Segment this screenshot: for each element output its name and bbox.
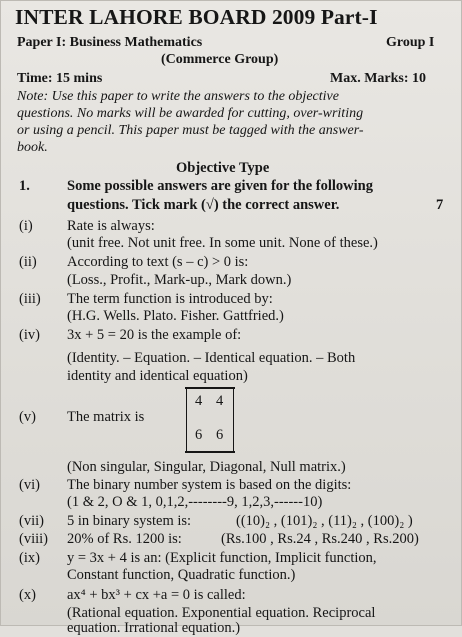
item-question: 3x + 5 = 20 is the example of:: [67, 327, 242, 343]
commerce-group-label: (Commerce Group): [161, 52, 279, 67]
note-line-2: questions. No marks will be awarded for cutting, over-writing: [17, 106, 364, 121]
question-marks: 7: [436, 197, 444, 213]
matrix-cell: 6: [216, 427, 224, 443]
item-options: (unit free. Not unit free. In some unit. None of these.): [67, 235, 378, 251]
note-line-4: book.: [17, 140, 48, 155]
note-line-3: or using a pencil. This paper must be tagged with the answer-: [17, 123, 364, 138]
item-options: (Loss., Profit., Mark-up., Mark down.): [67, 272, 292, 288]
page-title: INTER LAHORE BOARD 2009 Part-I: [15, 5, 378, 29]
item-number: (vii): [19, 513, 44, 529]
item-question: The term function is introduced by:: [67, 291, 273, 307]
item-number: (iv): [19, 327, 40, 343]
item-options: (Rational equation. Exponential equation. Reciprocal: [67, 605, 376, 621]
item-question: 20% of Rs. 1200 is:: [67, 531, 182, 547]
item-options-cont: equation. Irrational equation.): [67, 620, 241, 636]
group-label: Group I: [386, 35, 435, 50]
item-options: ((10)₂ , (101)₂ , (11)₂ , (100)₂ ): [236, 513, 413, 529]
item-options-cont: identity and identical equation): [67, 368, 248, 384]
matrix-cell: 4: [195, 393, 203, 409]
item-options: (Non singular, Singular, Diagonal, Null matrix.): [67, 459, 346, 475]
item-options: Constant function, Quadratic function.): [67, 567, 296, 583]
item-question: ax⁴ + bx³ + cx +a = 0 is called:: [67, 587, 246, 603]
note-line-1: Note: Use this paper to write the answers to the objective: [17, 89, 339, 104]
question-number: 1.: [19, 178, 30, 194]
item-number: (viii): [19, 531, 48, 547]
section-heading: Objective Type: [176, 160, 270, 176]
matrix-bracket: [186, 387, 234, 453]
item-question: y = 3x + 4 is an: (Explicit function, Implicit function,: [67, 550, 377, 566]
item-number: (vi): [19, 477, 40, 493]
item-number: (ii): [19, 254, 37, 270]
item-options: (Identity. – Equation. – Identical equation. – Both: [67, 350, 356, 366]
item-question: The matrix is: [67, 409, 145, 425]
matrix-cell: 6: [195, 427, 203, 443]
item-question: Rate is always:: [67, 218, 155, 234]
item-options: (H.G. Wells. Plato. Fisher. Gattfried.): [67, 308, 284, 324]
paper-name: Paper I: Business Mathematics: [17, 35, 203, 50]
item-options: (1 & 2, O & 1, 0,1,2,--------9, 1,2,3,------10): [67, 494, 323, 510]
item-number: (x): [19, 587, 36, 603]
item-question: According to text (s – c) > 0 is:: [67, 254, 249, 270]
matrix-cell: 4: [216, 393, 224, 409]
question-instruction-2: questions. Tick mark (√) the correct answer.: [67, 197, 340, 213]
item-number: (ix): [19, 550, 40, 566]
item-number: (v): [19, 409, 36, 425]
item-question: The binary number system is based on the digits:: [67, 477, 352, 493]
item-question: 5 in binary system is:: [67, 513, 192, 529]
question-instruction-1: Some possible answers are given for the following: [67, 178, 373, 194]
time-label: Time: 15 mins: [17, 71, 103, 86]
max-marks-label: Max. Marks: 10: [330, 71, 427, 86]
item-number: (iii): [19, 291, 41, 307]
item-options: (Rs.100 , Rs.24 , Rs.240 , Rs.200): [221, 531, 419, 547]
item-number: (i): [19, 218, 33, 234]
